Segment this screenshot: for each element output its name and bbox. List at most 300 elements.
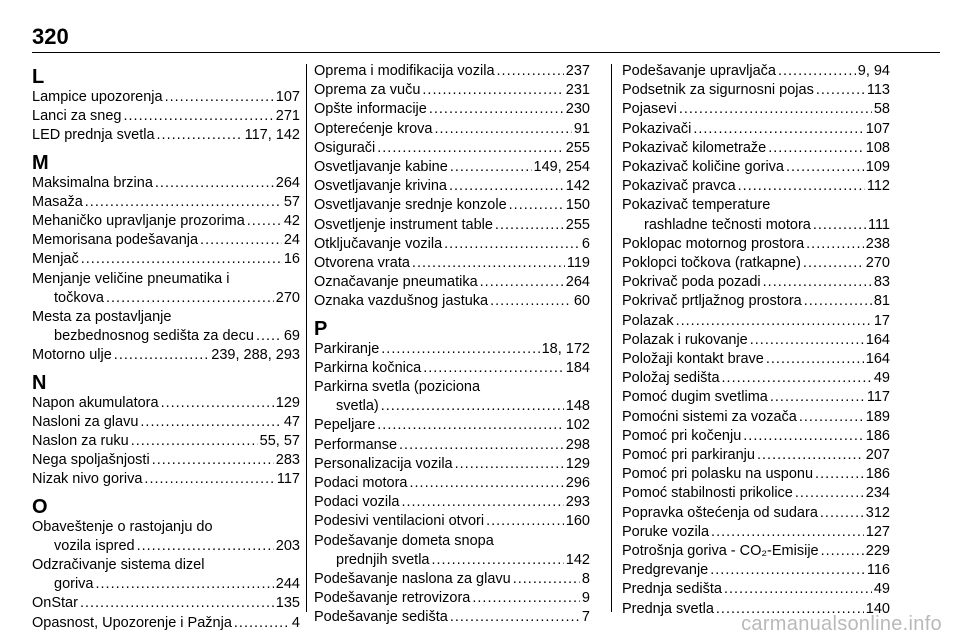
index-entry	[622, 196, 890, 234]
entry-label: Pepeljare	[314, 417, 376, 434]
dot-leader	[757, 446, 864, 465]
entry-page-numbers: 127	[865, 523, 890, 540]
entry-label: Menjač	[32, 251, 79, 268]
dot-leader	[200, 231, 282, 250]
index-entry	[622, 542, 890, 561]
entry-page-numbers: 16	[283, 251, 300, 268]
index-entry	[32, 470, 300, 489]
section-letter: P	[314, 317, 328, 340]
entry-label: LED prednja svetla	[32, 127, 155, 144]
dot-leader	[381, 397, 564, 416]
dot-leader	[450, 608, 580, 627]
index-entry	[314, 120, 590, 139]
dot-leader	[140, 413, 281, 432]
index-entry	[32, 193, 300, 212]
dot-leader	[816, 81, 865, 100]
entry-label: Performanse	[314, 436, 398, 453]
entry-page-numbers: 57	[283, 193, 300, 210]
entry-page-numbers: 270	[865, 255, 890, 272]
entry-page-numbers: 109	[865, 159, 890, 176]
entry-label: točkova	[54, 289, 104, 306]
index-entry	[32, 413, 300, 432]
index-entry	[314, 608, 590, 627]
section-letter: O	[32, 495, 48, 518]
dot-leader	[114, 346, 210, 365]
entry-label: vozila ispred	[54, 537, 135, 554]
entry-label: Osvetljavanje srednje konzole	[314, 197, 507, 214]
entry-label: Otvorena vrata	[314, 255, 410, 272]
entry-page-numbers: 58	[873, 101, 890, 118]
dot-leader	[155, 174, 274, 193]
dot-leader	[738, 177, 865, 196]
entry-page-numbers: 283	[275, 452, 300, 469]
entry-page-numbers: 312	[865, 504, 890, 521]
entry-label: Osvetljenje instrument table	[314, 216, 493, 233]
entry-page-numbers: 117	[866, 389, 890, 406]
entry-label: Pomoć stabilnosti prikolice	[622, 485, 793, 502]
entry-page-numbers: 186	[865, 427, 890, 444]
entry-label: Nizak nivo goriva	[32, 471, 143, 488]
dot-leader	[444, 235, 580, 254]
dot-leader	[449, 177, 564, 196]
entry-page-numbers: 91	[573, 120, 590, 137]
entry-label: Memorisana podešavanja	[32, 232, 199, 249]
entry-label: Podešavanje dometa snopa	[314, 532, 494, 549]
index-entry	[32, 270, 300, 308]
entry-page-numbers: 119	[566, 255, 590, 272]
entry-page-numbers: 264	[275, 174, 300, 191]
dot-leader	[106, 289, 274, 308]
dot-leader	[410, 474, 564, 493]
dot-leader	[770, 388, 865, 407]
dot-leader	[495, 216, 564, 235]
entry-label: Opšte informacije	[314, 101, 427, 118]
index-entry	[314, 216, 590, 235]
entry-page-numbers: 17	[873, 312, 890, 329]
index-entry	[314, 158, 590, 177]
section-letter: M	[32, 151, 49, 174]
entry-label: Menjanje veličine pneumatika i	[32, 270, 230, 287]
entry-label: Lampice upozorenja	[32, 89, 163, 105]
entry-label: bezbednosnog sedišta za decu	[54, 328, 254, 345]
index-entry	[622, 235, 890, 254]
index-entry	[622, 350, 890, 369]
entry-page-numbers: 83	[873, 274, 890, 291]
index-entry	[622, 504, 890, 523]
dot-leader	[486, 512, 564, 531]
entry-label: Obaveštenje o rastojanju do	[32, 518, 213, 535]
column-divider	[611, 64, 612, 612]
index-entry	[622, 427, 890, 446]
index-entry	[622, 254, 890, 273]
index-entry	[314, 62, 590, 81]
entry-label: Podesivi ventilacioni otvori	[314, 513, 485, 530]
index-entry	[32, 394, 300, 413]
section-letter: L	[32, 66, 45, 88]
entry-label: Označavanje pneumatika	[314, 274, 478, 291]
entry-page-numbers: 49	[873, 370, 890, 387]
dot-leader	[480, 273, 564, 292]
index-entry	[32, 518, 300, 556]
index-column-1	[32, 62, 300, 633]
entry-label: Popravka oštećenja od sudara	[622, 504, 818, 521]
entry-label: Pokazivač količine goriva	[622, 159, 784, 176]
entry-label: Prednja svetla	[622, 600, 714, 617]
entry-label: Pomoć pri polasku na usponu	[622, 466, 814, 483]
index-entry	[32, 346, 300, 365]
dot-leader	[131, 432, 258, 451]
entry-label: Personalizacija vozila	[314, 455, 453, 472]
index-entry	[622, 177, 890, 196]
dot-leader	[377, 416, 564, 435]
entry-page-numbers: 149, 254	[533, 159, 590, 176]
entry-label: Masaža	[32, 193, 83, 210]
dot-leader	[763, 273, 872, 292]
entry-label: rashladne tečnosti motora	[644, 216, 811, 233]
index-entry	[314, 235, 590, 254]
index-entry	[32, 451, 300, 470]
page-number: 320	[32, 24, 69, 49]
dot-leader	[247, 212, 282, 231]
entry-label: Poruke vozila	[622, 523, 710, 540]
entry-page-numbers: 184	[565, 359, 590, 376]
dot-leader	[412, 254, 565, 273]
dot-leader	[429, 100, 564, 119]
entry-page-numbers: 117, 142	[244, 127, 300, 144]
dot-leader	[81, 250, 282, 269]
entry-page-numbers: 164	[865, 351, 890, 368]
entry-label: goriva	[54, 576, 94, 593]
dot-leader	[815, 465, 864, 484]
entry-label: Mehaničko upravljanje prozorima	[32, 213, 245, 230]
dot-leader	[509, 196, 564, 215]
entry-page-numbers: 116	[866, 562, 890, 579]
entry-label: Lanci za sneg	[32, 108, 122, 125]
index-entry	[32, 231, 300, 250]
entry-page-numbers: 237	[565, 63, 590, 79]
entry-label: Motorno ulje	[32, 347, 112, 364]
entry-label: Poklopci točkova (ratkapne)	[622, 255, 801, 272]
entry-label: Pokrivač poda pozadi	[622, 274, 761, 291]
index-entry	[622, 580, 890, 599]
index-entry	[314, 512, 590, 531]
dot-leader	[513, 570, 580, 589]
index-entry	[622, 158, 890, 177]
entry-label: Nasloni za glavu	[32, 413, 139, 430]
entry-label: Oznaka vazdušnog jastuka	[314, 293, 489, 310]
index-entry	[32, 126, 300, 145]
entry-label: Pokazivač kilometraže	[622, 139, 767, 156]
entry-page-numbers: 8	[581, 571, 590, 588]
index-entry	[314, 532, 590, 570]
entry-page-numbers: 18, 172	[541, 340, 590, 357]
entry-page-numbers: 102	[565, 417, 590, 434]
entry-label: Osvetljavanje kabine	[314, 159, 448, 176]
dot-leader	[679, 100, 872, 119]
dot-leader	[722, 369, 872, 388]
index-entry	[622, 388, 890, 407]
index-entry	[622, 100, 890, 119]
dot-leader	[434, 120, 571, 139]
index-entry	[314, 589, 590, 608]
index-entry	[314, 177, 590, 196]
index-entry	[314, 292, 590, 311]
entry-label: OnStar	[32, 595, 78, 612]
dot-leader	[778, 62, 856, 81]
dot-leader	[804, 292, 872, 311]
entry-page-numbers: 112	[866, 178, 890, 195]
entry-label: Polazak	[622, 312, 674, 329]
index-entry	[622, 292, 890, 311]
index-entry	[622, 408, 890, 427]
entry-label: Odzračivanje sistema dizel	[32, 557, 205, 574]
entry-page-numbers: 9, 94	[857, 63, 890, 79]
entry-page-numbers: 55, 57	[259, 433, 300, 450]
entry-label: Podešavanje upravljača	[622, 63, 776, 79]
entry-page-numbers: 42	[283, 213, 300, 230]
entry-label: Pomoćni sistemi za vozača	[622, 408, 797, 425]
entry-page-numbers: 160	[565, 513, 590, 530]
watermark-text: carmanualsonline.info	[741, 613, 942, 635]
dot-leader	[803, 254, 864, 273]
index-entry	[32, 594, 300, 613]
entry-label: Nega spoljašnjosti	[32, 452, 150, 469]
dot-leader	[144, 470, 274, 489]
index-entry	[314, 359, 590, 378]
dot-leader	[750, 331, 864, 350]
index-entry	[314, 81, 590, 100]
index-entry	[622, 446, 890, 465]
dot-leader	[455, 455, 564, 474]
entry-label: Opterećenje krova	[314, 120, 433, 137]
entry-label: Maksimalna brzina	[32, 174, 153, 191]
index-entry	[32, 174, 300, 193]
entry-label: Pokazivač pravca	[622, 178, 736, 195]
entry-label: Podaci motora	[314, 475, 408, 492]
entry-page-numbers: 239, 288, 293	[211, 347, 300, 364]
index-column-3	[622, 62, 890, 619]
entry-page-numbers: 9	[581, 590, 590, 607]
entry-page-numbers: 207	[865, 447, 890, 464]
entry-page-numbers: 7	[581, 609, 590, 626]
index-entry	[314, 570, 590, 589]
entry-label: Polazak i rukovanje	[622, 331, 748, 348]
entry-page-numbers: 271	[275, 108, 300, 125]
entry-label: Podsetnik za sigurnosni pojas	[622, 82, 814, 99]
entry-page-numbers: 229	[865, 543, 890, 560]
dot-leader	[161, 394, 274, 413]
dot-leader	[234, 614, 290, 633]
index-entry	[314, 493, 590, 512]
entry-label: Predgrevanje	[622, 562, 709, 579]
dot-leader	[799, 408, 864, 427]
dot-leader	[813, 216, 866, 235]
index-entry	[314, 100, 590, 119]
index-entry	[32, 212, 300, 231]
entry-page-numbers: 69	[283, 328, 300, 345]
index-entry	[314, 378, 590, 416]
dot-leader	[80, 594, 274, 613]
entry-label: Parkirna kočnica	[314, 359, 422, 376]
dot-leader	[820, 504, 864, 523]
entry-label: Podešavanje sedišta	[314, 609, 448, 626]
entry-label: Oprema za vuču	[314, 82, 421, 99]
index-entry	[32, 614, 300, 633]
index-entry	[32, 432, 300, 451]
entry-page-numbers: 164	[865, 331, 890, 348]
entry-label: Podaci vozila	[314, 494, 400, 511]
entry-label: Oprema i modifikacija vozila	[314, 63, 495, 79]
entry-label: Parkirna svetla (poziciona	[314, 379, 481, 396]
dot-leader	[152, 451, 274, 470]
entry-page-numbers: 107	[865, 120, 890, 137]
entry-page-numbers: 129	[565, 455, 590, 472]
dot-leader	[724, 580, 872, 599]
index-entry	[314, 273, 590, 292]
entry-label: Mesta za postavljanje	[32, 309, 172, 326]
entry-page-numbers: 47	[283, 413, 300, 430]
entry-label: Pomoć pri kočenju	[622, 427, 742, 444]
entry-label: Pomoć dugim svetlima	[622, 389, 768, 406]
entry-page-numbers: 189	[865, 408, 890, 425]
dot-leader	[165, 88, 274, 107]
entry-page-numbers: 150	[565, 197, 590, 214]
index-entry	[32, 88, 300, 107]
entry-label: Pokazivači	[622, 120, 692, 137]
entry-page-numbers: 264	[565, 274, 590, 291]
entry-page-numbers: 298	[565, 436, 590, 453]
dot-leader	[676, 312, 872, 331]
index-entry	[622, 561, 890, 580]
entry-label: Napon akumulatora	[32, 394, 159, 411]
index-entry	[32, 556, 300, 594]
entry-page-numbers: 270	[275, 289, 300, 306]
entry-label: Poklopac motornog prostora	[622, 235, 805, 252]
dot-leader	[450, 158, 532, 177]
entry-page-numbers: 24	[283, 232, 300, 249]
index-entry	[622, 465, 890, 484]
dot-leader	[743, 427, 864, 446]
entry-page-numbers: 49	[873, 581, 890, 598]
entry-page-numbers: 6	[581, 235, 590, 252]
index-entry	[314, 436, 590, 455]
entry-page-numbers: 142	[565, 178, 590, 195]
entry-page-numbers: 142	[565, 551, 590, 568]
index-entry	[622, 62, 890, 81]
entry-label: prednjih svetla	[336, 551, 430, 568]
index-entry	[314, 474, 590, 493]
index-entry	[622, 484, 890, 503]
entry-page-numbers: 140	[865, 600, 890, 617]
dot-leader	[401, 493, 563, 512]
entry-page-numbers: 230	[565, 101, 590, 118]
entry-label: Otključavanje vozila	[314, 235, 443, 252]
dot-leader	[490, 292, 572, 311]
dot-leader	[711, 523, 864, 542]
entry-page-numbers: 108	[865, 139, 890, 156]
entry-page-numbers: 107	[275, 89, 300, 105]
dot-leader	[710, 561, 865, 580]
entry-label: Pokrivač prtljažnog prostora	[622, 293, 802, 310]
entry-page-numbers: 231	[565, 82, 590, 99]
dot-leader	[472, 589, 580, 608]
entry-page-numbers: 111	[867, 216, 890, 233]
dot-leader	[123, 107, 273, 126]
entry-label: Pomoć pri parkiranju	[622, 447, 755, 464]
index-entry	[622, 523, 890, 542]
entry-page-numbers: 238	[865, 235, 890, 252]
index-entry	[314, 416, 590, 435]
dot-leader	[768, 139, 864, 158]
entry-page-numbers: 244	[275, 576, 300, 593]
index-entry	[32, 107, 300, 126]
index-entry	[622, 81, 890, 100]
index-entry	[314, 139, 590, 158]
index-entry	[32, 250, 300, 269]
dot-leader	[806, 235, 864, 254]
index-entry	[622, 331, 890, 350]
entry-label: Osvetljavanje krivina	[314, 178, 447, 195]
index-entry	[622, 139, 890, 158]
dot-leader	[422, 81, 563, 100]
dot-leader	[137, 537, 274, 556]
entry-page-numbers: 293	[565, 494, 590, 511]
entry-label: Pojasevi	[622, 101, 677, 118]
entry-label: Prednja sedišta	[622, 581, 722, 598]
dot-leader	[497, 62, 564, 81]
section-letter: N	[32, 371, 47, 394]
entry-label: Osigurači	[314, 139, 376, 156]
entry-page-numbers: 203	[275, 537, 300, 554]
dot-leader	[766, 350, 864, 369]
entry-page-numbers: 255	[565, 216, 590, 233]
dot-leader	[96, 575, 274, 594]
index-entry	[314, 254, 590, 273]
entry-page-numbers: 135	[275, 595, 300, 612]
dot-leader	[256, 327, 282, 346]
entry-page-numbers: 117	[276, 471, 300, 488]
index-entry	[314, 340, 590, 359]
entry-page-numbers: 186	[865, 466, 890, 483]
entry-label: Podešavanje naslona za glavu	[314, 571, 511, 588]
entry-page-numbers: 81	[873, 293, 890, 310]
dot-leader	[432, 551, 564, 570]
entry-label: Potrošnja goriva - CO₂-Emisije	[622, 543, 819, 560]
entry-label: Naslon za ruku	[32, 433, 129, 450]
dot-leader	[693, 120, 863, 139]
entry-page-numbers: 60	[573, 293, 590, 310]
entry-page-numbers: 129	[275, 394, 300, 411]
index-column-2	[314, 62, 590, 628]
dot-leader	[381, 340, 539, 359]
dot-leader	[821, 542, 864, 561]
dot-leader	[157, 126, 243, 145]
entry-label: Opasnost, Upozorenje i Pažnja	[32, 614, 232, 631]
dot-leader	[795, 484, 864, 503]
index-entry	[622, 120, 890, 139]
entry-page-numbers: 148	[565, 398, 590, 415]
index-entry	[32, 308, 300, 346]
index-entry	[622, 312, 890, 331]
entry-label: Podešavanje retrovizora	[314, 590, 471, 607]
entry-label: Parkiranje	[314, 340, 380, 357]
entry-label: Položaj sedišta	[622, 370, 720, 387]
header-rule	[32, 52, 940, 53]
entry-page-numbers: 113	[866, 82, 890, 99]
entry-page-numbers: 4	[291, 614, 300, 631]
entry-label: Položaji kontakt brave	[622, 351, 764, 368]
dot-leader	[377, 139, 564, 158]
